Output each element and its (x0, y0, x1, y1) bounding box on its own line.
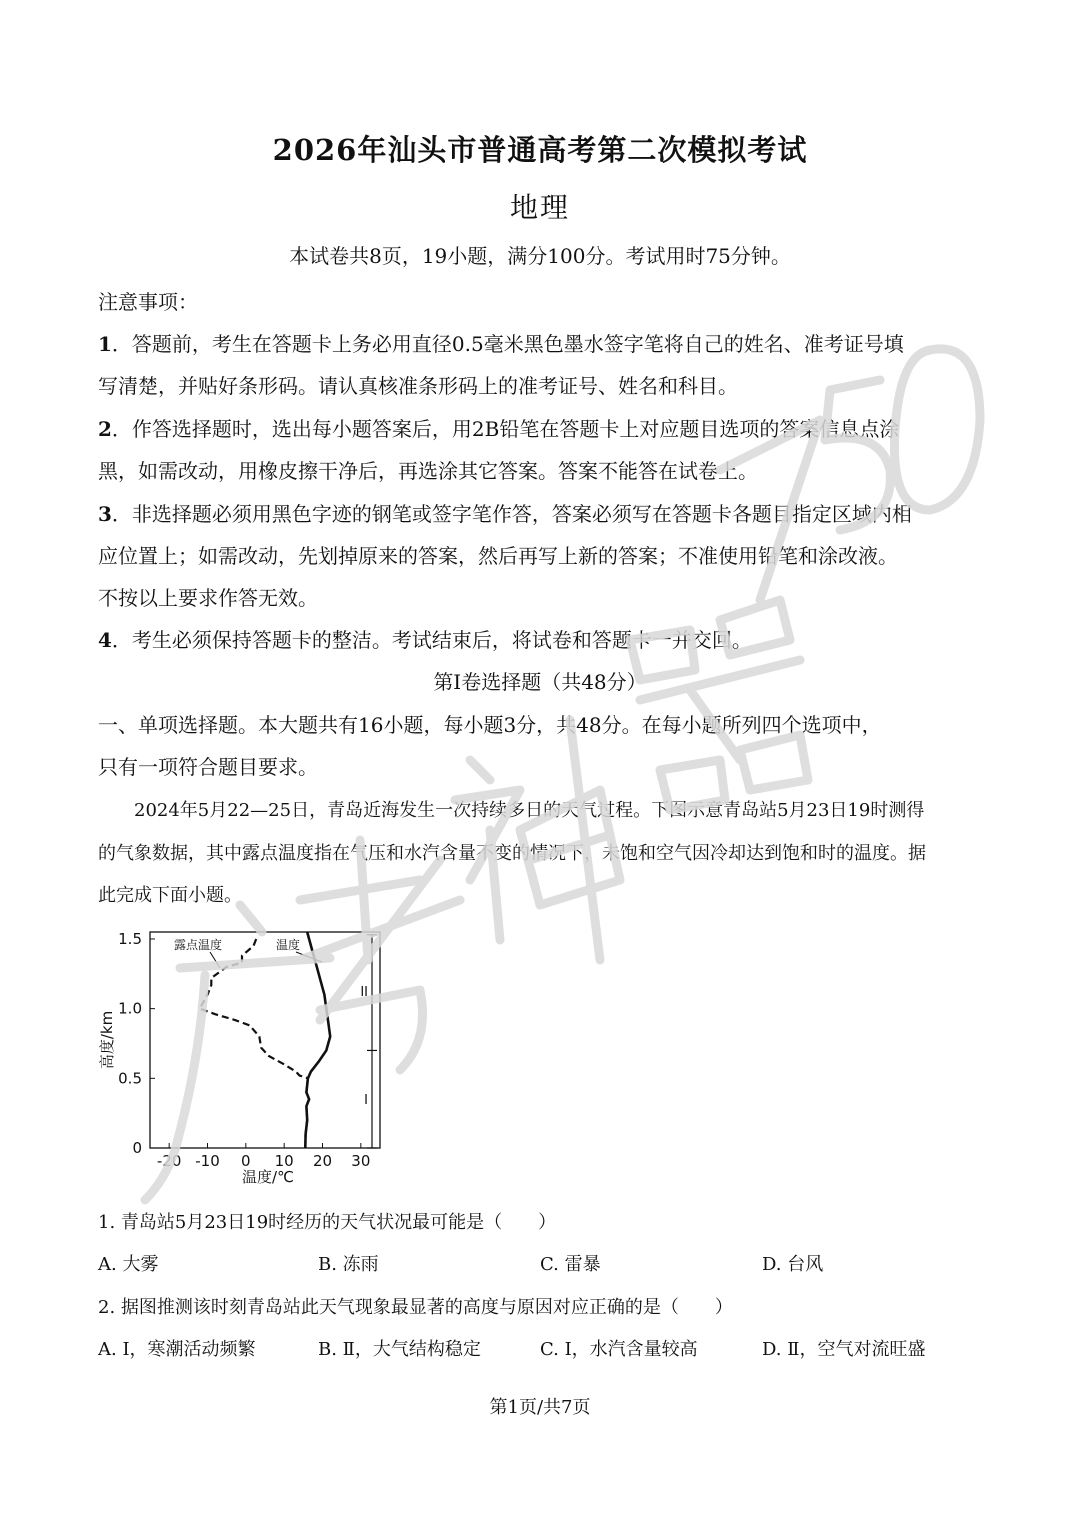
y-tick-label: 0 (132, 1139, 142, 1157)
temperature-series-label: 温度 (276, 938, 301, 952)
chart-axes (150, 932, 380, 1148)
notice-item-4-line-1 (98, 624, 752, 653)
dewpoint-leader-line (210, 952, 220, 968)
y-tick-label: 1.0 (118, 999, 142, 1018)
passage-line-2: 的气象数据，其中露点温度指在气压和水汽含量不变的情况下，未饱和空气因冷却达到饱和时的温度。据 (98, 843, 926, 864)
question-2-option-a: A. I，寒潮活动频繁 (98, 1339, 256, 1360)
x-tick-label: 0 (241, 1152, 251, 1170)
temperature-line (305, 932, 330, 1148)
subject-title: 地理 (509, 191, 570, 224)
notice-heading: 注意事项： (98, 290, 198, 314)
x-tick-label: 30 (351, 1152, 371, 1170)
x-tick-label: -20 (156, 1152, 182, 1170)
question-1-option-a: A. 大雾 (98, 1254, 159, 1275)
exam-info: 本试卷共8页，19小题，满分100分。考试用时75分钟。 (289, 244, 791, 268)
question-2-option-d: D. Ⅱ，空气对流旺盛 (762, 1339, 926, 1360)
chart-lines (200, 932, 330, 1148)
temperature-leader-line (296, 952, 322, 962)
question-1-option-c: C. 雷暴 (540, 1254, 601, 1275)
section-instruction-line-2: 只有一项符合题目要求。 (98, 755, 318, 779)
notice-item-number: 2 (98, 417, 112, 441)
notice-item-text: ．非选择题必须用黑色字迹的钢笔或签字笔作答，答案必须写在答题卡各题目指定区域内相 (111, 502, 912, 526)
notice-item-1-line-1 (98, 328, 904, 357)
question-1-stem: 1. 青岛站5月23日19时经历的天气状况最可能是（ ） (98, 1212, 557, 1233)
page-footer: 第1页/共7页 (489, 1397, 591, 1418)
x-tick-label: 10 (274, 1152, 294, 1170)
notice-item-2-line-2: 黑，如需改动，用橡皮擦干净后，再选涂其它答案。答案不能答在试卷上。 (98, 459, 758, 483)
section-title: 第I卷选择题（共48分） (433, 670, 647, 694)
notice-item-text: ．答题前，考生在答题卡上务必用直径0.5毫米黑色墨水签字笔将自己的姓名、准考证号填 (111, 332, 904, 356)
passage-line-1: 2024年5月22—25日，青岛近海发生一次持续多日的天气过程。下图示意青岛站5月23日19时测得 (134, 800, 925, 821)
y-tick-label: 1.5 (118, 929, 142, 948)
notice-item-number: 4 (98, 628, 112, 652)
x-tick-label: 20 (312, 1152, 333, 1170)
notice-item-text: ．考生必须保持答题卡的整洁。考试结束后，将试卷和答题卡一并交回。 (111, 628, 752, 652)
exam-title: 2026年汕头市普通高考第二次模拟考试 (272, 133, 808, 167)
range-label: II (360, 985, 368, 1001)
range-label: I (364, 1093, 368, 1109)
plot-frame (150, 932, 380, 1148)
dewpoint-line (200, 936, 309, 1148)
y-axis-label: 高度/km (98, 1010, 116, 1070)
x-axis-label: 温度/℃ (242, 1168, 294, 1186)
section-instruction-line-1: 一、单项选择题。本大题共有16小题，每小题3分，共48分。在每小题所列四个选项中， (98, 713, 882, 737)
question-1-option-d: D. 台风 (762, 1254, 824, 1275)
notice-item-3-line-1 (98, 498, 912, 527)
notice-item-text: ．作答选择题时，选出每小题答案后，用2B铅笔在答题卡上对应题目选项的答案信息点涂 (111, 417, 900, 441)
notice-item-3-line-3: 不按以上要求作答无效。 (98, 586, 318, 610)
temperature-profile-chart (90, 920, 410, 1190)
passage-line-3: 此完成下面小题。 (98, 885, 242, 906)
question-2-option-c: C. I，水汽含量较高 (540, 1339, 698, 1360)
x-tick-label: -10 (195, 1152, 220, 1170)
question-2-stem: 2. 据图推测该时刻青岛站此天气现象最显著的高度与原因对应正确的是（ ） (98, 1297, 733, 1318)
notice-item-2-line-1 (98, 413, 899, 442)
notice-item-1-line-2: 写清楚，并贴好条形码。请认真核准条形码上的准考证号、姓名和科目。 (98, 374, 738, 398)
question-2-option-b: B. Ⅱ，大气结构稳定 (318, 1339, 481, 1360)
notice-item-3-line-2: 应位置上；如需改动，先划掉原来的答案，然后再写上新的答案；不准使用铅笔和涂改液。 (98, 544, 898, 568)
y-tick-label: 0.5 (118, 1069, 142, 1088)
notice-item-number: 1 (98, 332, 112, 356)
notice-item-number: 3 (98, 502, 112, 526)
dewpoint-series-label: 露点温度 (174, 938, 223, 952)
question-1-option-b: B. 冻雨 (318, 1254, 379, 1275)
